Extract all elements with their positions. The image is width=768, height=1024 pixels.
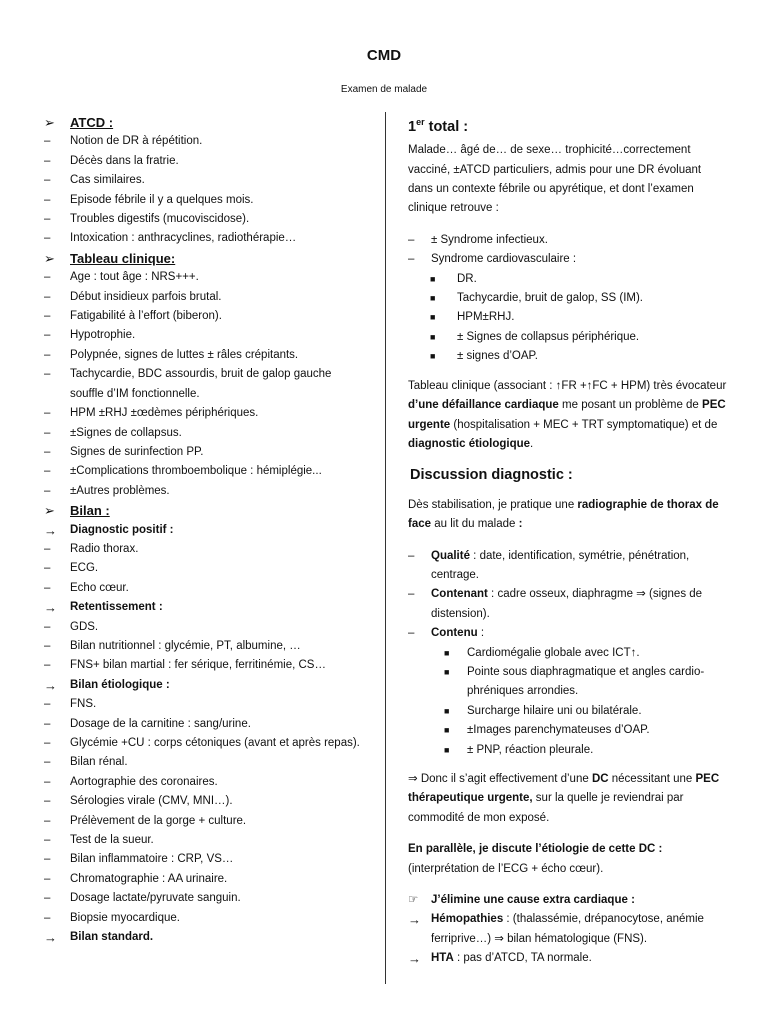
list-item-text: HPM ±RHJ ±œdèmes périphériques.	[70, 407, 259, 420]
arrow-right-icon: →	[44, 930, 57, 946]
dash-bullet-icon: –	[44, 154, 51, 167]
arrow-right-icon: →	[408, 912, 421, 928]
list-item-text: Tableau clinique:	[70, 250, 176, 266]
list-item-text: Signes de surinfection PP.	[70, 445, 204, 458]
list-item-text: Bilan inflammatoire : CRP, VS…	[70, 853, 234, 866]
dash-bullet-icon: –	[44, 737, 51, 749]
dash-bullet-icon: –	[44, 174, 51, 187]
sub-list-item: ■ DR.	[408, 270, 728, 289]
list-item	[44, 424, 366, 443]
list-item	[44, 365, 366, 404]
sub-list-item: ■ Pointe sous diaphragmatique et angles cardio-phréniques arrondies.	[408, 663, 728, 702]
list-item-text: Age : tout âge : NRS+++.	[70, 271, 199, 284]
list-item	[44, 850, 366, 869]
dash-bullet-icon: –	[44, 775, 51, 788]
cv-sublist	[408, 270, 728, 367]
dash-bullet-icon: –	[44, 329, 51, 342]
square-bullet-icon: ■	[444, 705, 450, 716]
sub-list-item: ■ Tachycardie, bruit de galop, SS (IM).	[408, 289, 728, 308]
list-item-text: Bilan étiologique :	[70, 678, 170, 691]
intro-paragraph: Malade… âgé de… de sexe… trophicité…correctement vacciné, ±ATCD particuliers, admis pour une DR évoluant dans un contexte fébrile ou apyrétique, et dont l’examen clinique retrouve :	[408, 144, 702, 215]
dash-bullet-icon: –	[44, 581, 51, 594]
list-item-text: Cas similaires.	[70, 174, 145, 187]
list-item	[44, 734, 366, 753]
list-item	[44, 695, 366, 714]
arrow-right-icon: →	[44, 522, 57, 538]
list-item-text: Fatigabilité à l’effort (biberon).	[70, 310, 222, 323]
square-bullet-icon: ■	[444, 725, 450, 736]
dash-bullet-icon: –	[44, 368, 51, 381]
list-item-text: Test de la sueur.	[70, 834, 154, 847]
etiology-paragraph: En parallèle, je discute l’étiologie de cette DC : (interprétation de l’ECG + écho cœur).	[408, 843, 663, 875]
list-item-text: Echo cœur.	[70, 581, 129, 594]
square-bullet-icon: ■	[430, 293, 436, 304]
square-bullet-icon: ■	[430, 351, 436, 362]
list-item	[44, 191, 366, 210]
list-item: – Qualité : date, identification, symétrie, pénétration, centrage.	[408, 549, 690, 581]
list-item-text: ±Autres problèmes.	[70, 484, 170, 497]
list-item	[44, 909, 366, 928]
list-item: – ± Syndrome infectieux.	[408, 233, 548, 246]
list-item-text: Radio thorax.	[70, 542, 139, 555]
dash-bullet-icon: –	[44, 445, 51, 458]
list-item	[44, 831, 366, 850]
square-bullet-icon: ■	[444, 744, 450, 755]
list-item: – Contenant : cadre osseux, diaphragme ⇒ (signes de distension).	[408, 588, 703, 620]
list-item-text: Dosage lactate/pyruvate sanguin.	[70, 892, 241, 905]
list-item	[44, 579, 366, 598]
list-item-text: Bilan rénal.	[70, 756, 128, 769]
dash-bullet-icon: –	[44, 232, 51, 245]
triangle-bullet-icon: ➢	[44, 503, 55, 519]
triangle-bullet-icon: ➢	[44, 115, 55, 130]
list-item-text: ECG.	[70, 562, 99, 575]
arrow-right-icon: →	[408, 951, 421, 967]
dash-bullet-icon: –	[44, 310, 51, 323]
list-item-text: Retentissement :	[70, 601, 163, 614]
dash-bullet-icon: –	[44, 639, 51, 652]
list-item	[44, 792, 366, 811]
list-item	[44, 404, 366, 423]
dash-bullet-icon: –	[44, 135, 51, 148]
section-heading	[44, 113, 366, 132]
dash-bullet-icon: –	[44, 271, 51, 284]
list-item	[44, 598, 366, 617]
list-item	[44, 812, 366, 831]
dash-bullet-icon: –	[44, 620, 51, 633]
square-bullet-icon: ■	[444, 666, 450, 677]
page-subtitle: Examen de malade	[340, 84, 428, 95]
list-item	[44, 773, 366, 792]
list-item-text: Aortographie des coronaires.	[70, 775, 218, 788]
dash-bullet-icon: –	[44, 717, 51, 730]
list-item-text: Hypotrophie.	[70, 329, 136, 342]
left-column	[44, 113, 366, 947]
list-item-text: Bilan standard.	[70, 931, 154, 944]
list-item: – Contenu :	[408, 627, 485, 640]
dash-bullet-icon: –	[44, 193, 51, 206]
list-item	[44, 132, 366, 151]
sub-list-item: ■ ± Signes de collapsus périphérique.	[408, 328, 728, 347]
list-item-text: ±Signes de collapsus.	[70, 426, 182, 439]
dash-bullet-icon: –	[44, 484, 51, 497]
square-bullet-icon: ■	[444, 647, 450, 658]
dash-bullet-icon: –	[44, 290, 51, 303]
list-item	[44, 462, 366, 481]
list-item-text: Dosage de la carnitine : sang/urine.	[70, 717, 251, 730]
list-item	[44, 307, 366, 326]
contenu-sublist	[408, 644, 728, 760]
first-total-heading: 1er total :	[408, 117, 469, 135]
arrow-right-icon: →	[44, 600, 57, 616]
list-item-text: Intoxication : anthracyclines, radiothérapie…	[70, 232, 297, 245]
list-item	[44, 521, 366, 540]
dash-bullet-icon: –	[44, 213, 51, 226]
dash-bullet-icon: –	[44, 465, 51, 478]
list-item	[44, 152, 366, 171]
list-item	[44, 346, 366, 365]
list-item	[44, 540, 366, 559]
list-item	[44, 326, 366, 345]
list-item-text: GDS.	[70, 620, 99, 633]
sub-list-item: ■ ±Images parenchymateuses d’OAP.	[408, 721, 728, 740]
dash-bullet-icon: –	[44, 834, 51, 847]
dash-bullet-icon: –	[44, 892, 51, 905]
list-item: – Syndrome cardiovasculaire :	[408, 253, 577, 266]
dash-bullet-icon: –	[44, 407, 51, 420]
dash-bullet-icon: –	[44, 911, 51, 924]
list-item	[44, 268, 366, 287]
clinical-summary-paragraph: Tableau clinique (associant : ↑FR +↑FC + HPM) très évocateur d’une défaillance cardiaque me posant un problème de PEC urgente (hospitalisation + MEC + TRT symptomatique) et de diagnostic étiologique.	[408, 379, 727, 450]
list-item	[44, 928, 366, 947]
list-item-text: Sérologies virale (CMV, MNI…).	[70, 795, 233, 808]
list-item	[44, 288, 366, 307]
list-item	[44, 715, 366, 734]
dash-bullet-icon: –	[44, 348, 51, 361]
list-item-text: Tachycardie, BDC assourdis, bruit de galop gauche souffle d’IM fonctionnelle.	[70, 368, 332, 400]
list-item	[44, 559, 366, 578]
square-bullet-icon: ■	[430, 273, 436, 284]
list-item	[44, 656, 366, 675]
list-item	[44, 676, 366, 695]
arrow-right-icon: →	[44, 677, 57, 693]
dash-bullet-icon: –	[44, 853, 51, 866]
conclusion-paragraph: ⇒ Donc il s’agit effectivement d’une DC nécessitant une PEC thérapeutique urgente, sur la quelle je reviendrai par commodité de mon exposé.	[408, 773, 720, 824]
list-item-text: ±Complications thromboembolique : hémiplégie...	[70, 465, 322, 478]
dash-bullet-icon: –	[44, 698, 51, 711]
dash-bullet-icon: –	[44, 872, 51, 885]
discussion-heading: Discussion diagnostic :	[410, 467, 573, 484]
list-item	[44, 889, 366, 908]
triangle-bullet-icon: ➢	[44, 250, 55, 266]
list-item	[44, 618, 366, 637]
list-item-text: Episode fébrile il y a quelques mois.	[70, 193, 254, 206]
dash-bullet-icon: –	[44, 659, 51, 672]
list-item-text: Biopsie myocardique.	[70, 911, 180, 924]
sub-list-item: ■ HPM±RHJ.	[408, 308, 728, 327]
dash-bullet-icon: –	[44, 426, 51, 439]
hand-pointer-icon: ☞	[408, 894, 419, 907]
list-item-text: Glycémie +CU : corps cétoniques (avant et après repas).	[70, 737, 360, 749]
list-item	[44, 753, 366, 772]
list-item	[44, 171, 366, 190]
list-item-text: ATCD :	[70, 115, 114, 130]
page-title: CMD	[366, 47, 402, 64]
section-heading	[44, 249, 366, 268]
list-item	[44, 210, 366, 229]
list-item: → HTA : pas d’ATCD, TA normale.	[408, 949, 728, 968]
list-item-text: Diagnostic positif :	[70, 523, 174, 536]
list-item-text: Polypnée, signes de luttes ± râles crépitants.	[70, 348, 299, 361]
dash-bullet-icon: –	[44, 542, 51, 555]
list-item: → Hémopathies : (thalassémie, drépanocytose, anémie ferriprive…) ⇒ bilan hématologique (FNS).	[408, 910, 728, 949]
list-item-text: Troubles digestifs (mucoviscidose).	[70, 213, 250, 226]
list-item-text: Décès dans la fratrie.	[70, 154, 179, 167]
list-item-text: Prélèvement de la gorge + culture.	[70, 814, 247, 827]
list-item-text: Bilan nutritionnel : glycémie, PT, albumine, …	[70, 639, 301, 652]
dash-bullet-icon: –	[44, 814, 51, 827]
sub-list-item: ■ ± signes d’OAP.	[408, 347, 728, 366]
sub-list-item: ■ Cardiomégalie globale avec ICT↑.	[408, 644, 728, 663]
list-item-text: FNS+ bilan martial : fer sérique, ferritinémie, CS…	[70, 659, 326, 672]
list-item	[44, 229, 366, 248]
section-heading	[44, 501, 366, 520]
right-column	[408, 113, 728, 969]
list-item-text: Bilan :	[70, 503, 110, 519]
dash-bullet-icon: –	[44, 756, 51, 769]
list-item: ☞ J’élimine une cause extra cardiaque :	[408, 891, 728, 910]
column-divider	[385, 112, 386, 984]
list-item	[44, 482, 366, 501]
list-item-text: Notion de DR à répétition.	[70, 135, 203, 148]
dash-bullet-icon: –	[44, 562, 51, 575]
list-item	[44, 637, 366, 656]
square-bullet-icon: ■	[430, 312, 436, 323]
list-item-text: FNS.	[70, 698, 97, 711]
list-item	[44, 870, 366, 889]
list-item-text: Début insidieux parfois brutal.	[70, 290, 222, 303]
stabilisation-paragraph: Dès stabilisation, je pratique une radiographie de thorax de face au lit du malade :	[408, 498, 719, 531]
square-bullet-icon: ■	[430, 331, 436, 342]
sub-list-item: ■ Surcharge hilaire uni ou bilatérale.	[408, 702, 728, 721]
dash-bullet-icon: –	[44, 795, 51, 808]
list-item-text: Chromatographie : AA urinaire.	[70, 872, 228, 885]
list-item	[44, 443, 366, 462]
sub-list-item: ■ ± PNP, réaction pleurale.	[408, 741, 728, 760]
